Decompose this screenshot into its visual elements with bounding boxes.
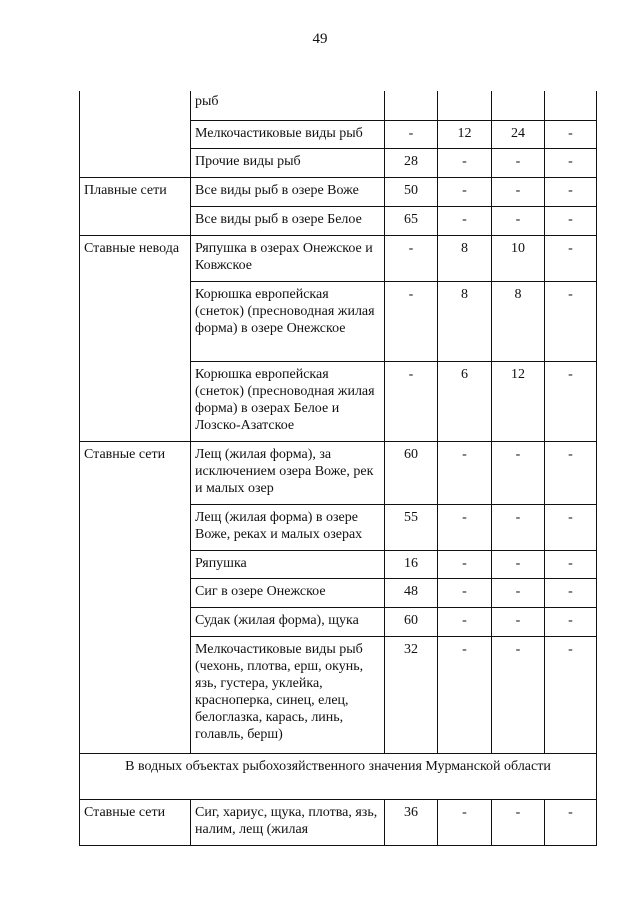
value-cell: - (545, 206, 597, 235)
value-cell: - (385, 361, 438, 441)
value-cell: - (545, 578, 597, 607)
value-cell: - (385, 281, 438, 361)
gear-cell: Плавные сети (80, 177, 191, 235)
value-cell: 28 (385, 148, 438, 177)
value-cell: - (545, 799, 597, 845)
value-cell: - (545, 504, 597, 550)
gear-cell (80, 91, 191, 177)
value-cell: 32 (385, 636, 438, 753)
value-cell: 50 (385, 177, 438, 206)
value-cell: - (545, 361, 597, 441)
value-cell: 60 (385, 607, 438, 636)
species-cell: Мелкочастиковые виды рыб (191, 120, 385, 148)
value-cell: - (438, 550, 492, 578)
species-cell: Мелкочастиковые виды рыб (чехонь, плотва, ерш, окунь, язь, густера, уклейка, красноперка, синец, елец, белоглазка, карась, линь, голавль, берш) (191, 636, 385, 753)
value-cell: 60 (385, 441, 438, 504)
value-cell: - (492, 578, 545, 607)
species-cell: Судак (жилая форма), щука (191, 607, 385, 636)
gear-cell: Ставные сети (80, 441, 191, 753)
value-cell: 55 (385, 504, 438, 550)
value-cell: - (438, 148, 492, 177)
value-cell: 12 (492, 361, 545, 441)
value-cell (492, 91, 545, 120)
table-row (80, 177, 597, 206)
value-cell: 8 (492, 281, 545, 361)
value-cell: 65 (385, 206, 438, 235)
regulation-table (79, 91, 597, 846)
species-cell: Корюшка европейская (снеток) (пресноводная жилая форма) в озерах Белое и Лозско-Азатское (191, 361, 385, 441)
value-cell: - (545, 636, 597, 753)
table-row (80, 441, 597, 504)
species-cell: Сиг, хариус, щука, плотва, язь, налим, лещ (жилая (191, 799, 385, 845)
value-cell: 6 (438, 361, 492, 441)
value-cell: - (438, 206, 492, 235)
value-cell: 8 (438, 281, 492, 361)
species-cell: Лещ (жилая форма) в озере Воже, реках и малых озерах (191, 504, 385, 550)
value-cell: - (438, 799, 492, 845)
table-row (80, 799, 597, 845)
value-cell: - (438, 504, 492, 550)
species-cell: Ряпушка в озерах Онежское и Ковжское (191, 235, 385, 281)
value-cell: - (492, 441, 545, 504)
species-cell: Сиг в озере Онежское (191, 578, 385, 607)
value-cell: - (492, 799, 545, 845)
value-cell: - (545, 235, 597, 281)
value-cell: - (385, 120, 438, 148)
value-cell: 24 (492, 120, 545, 148)
species-cell: Лещ (жилая форма), за исключением озера Воже, рек и малых озер (191, 441, 385, 504)
gear-cell: Ставные сети (80, 799, 191, 845)
value-cell: - (385, 235, 438, 281)
species-cell: Корюшка европейская (снеток) (пресноводная жилая форма) в озере Онежское (191, 281, 385, 361)
value-cell: - (492, 550, 545, 578)
species-cell: Прочие виды рыб (191, 148, 385, 177)
value-cell: - (492, 148, 545, 177)
value-cell: - (438, 636, 492, 753)
species-cell: Ряпушка (191, 550, 385, 578)
species-cell: рыб (191, 91, 385, 120)
value-cell: 48 (385, 578, 438, 607)
value-cell: 16 (385, 550, 438, 578)
value-cell: 10 (492, 235, 545, 281)
value-cell: - (492, 504, 545, 550)
value-cell: - (492, 607, 545, 636)
value-cell: 12 (438, 120, 492, 148)
value-cell (545, 91, 597, 120)
species-cell: Все виды рыб в озере Воже (191, 177, 385, 206)
value-cell: - (545, 120, 597, 148)
table-row (80, 753, 597, 799)
species-cell: Все виды рыб в озере Белое (191, 206, 385, 235)
value-cell: - (492, 177, 545, 206)
value-cell: - (438, 578, 492, 607)
value-cell: - (545, 607, 597, 636)
value-cell: - (438, 177, 492, 206)
value-cell: - (545, 281, 597, 361)
page-number: 49 (312, 31, 328, 47)
table-row (80, 91, 597, 120)
value-cell (438, 91, 492, 120)
value-cell: - (545, 550, 597, 578)
value-cell (385, 91, 438, 120)
value-cell: - (492, 636, 545, 753)
value-cell: - (545, 177, 597, 206)
value-cell: - (545, 441, 597, 504)
table-row (80, 235, 597, 281)
value-cell: - (545, 148, 597, 177)
value-cell: 36 (385, 799, 438, 845)
value-cell: - (438, 441, 492, 504)
value-cell: - (492, 206, 545, 235)
gear-cell: Ставные невода (80, 235, 191, 441)
value-cell: - (438, 607, 492, 636)
section-heading: В водных объектах рыбохозяйственного значения Мурманской области (80, 753, 597, 799)
value-cell: 8 (438, 235, 492, 281)
